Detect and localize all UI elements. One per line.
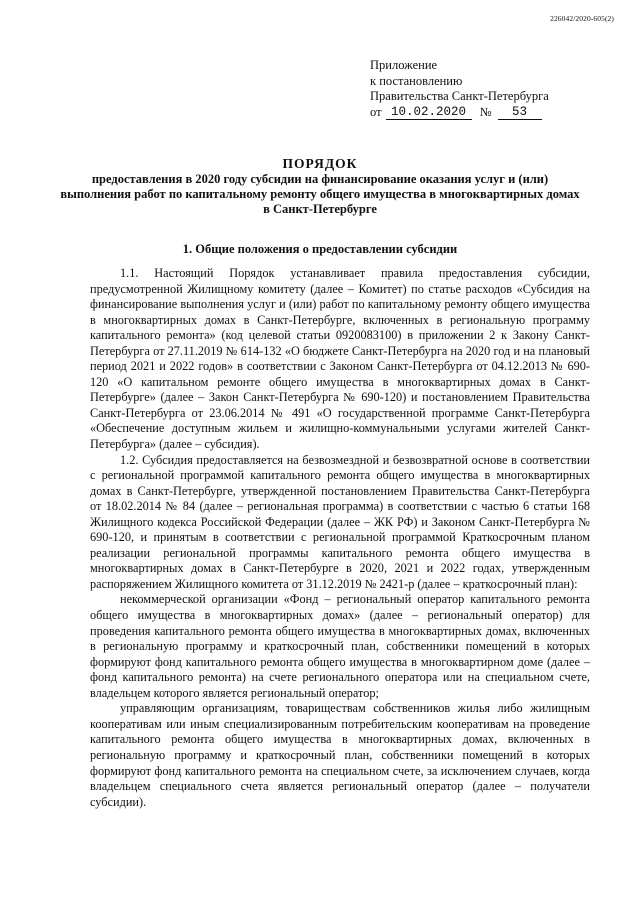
paragraph-recipient-management-companies: управляющим организациям, товариществам собственников жилья либо жилищным кооперативам или иным специализированным потребительским кооперативам на проведение капитального ремонта общего имущества в многоквартирных домах, включенных в региональную программу и краткосрочный план, собственники помещений в которых формируют фонд капитального ремонта на специальном счете, за исключением случаев, когда владельцем специального счета является региональный оператор (далее – получатели субсидии). bbox=[90, 701, 590, 809]
appendix-number: 53 bbox=[498, 106, 542, 120]
document-body bbox=[90, 266, 590, 810]
number-prefix: № bbox=[479, 104, 492, 119]
appendix-block bbox=[370, 58, 549, 120]
paragraph-1-1: 1.1. Настоящий Порядок устанавливает правила предоставления субсидии, предусмотренной Жилищному комитету (далее – Комитет) по статье расходов «Субсидия на финансирование выполнения услуг и (или) работ по капитальному ремонту общего имущества в многоквартирных домах в Санкт-Петербурге, включенных в региональную программу капитального ремонта» (код целевой статьи 0920083100) в приложении 2 к Закону Санкт-Петербурга от 27.11.2019 № 614-132 «О бюджете Санкт-Петербурга на 2020 год и на плановый период 2021 и 2022 годов» в соответствии с Законом Санкт-Петербурга от 04.12.2013 № 690-120 «О капитальном ремонте общего имущества в многоквартирных домах в Санкт-Петербурге» (далее – Закон Санкт-Петербурга № 690-120) и постановлением Правительства Санкт-Петербурга от 23.06.2014 № 491 «О государственной программе Санкт-Петербурга «Обеспечение доступным жильем и жилищно-коммунальными услугами жителей Санкт-Петербурга» (далее – субсидия). bbox=[90, 266, 590, 452]
appendix-date: 10.02.2020 bbox=[386, 106, 472, 120]
appendix-date-line bbox=[370, 105, 549, 121]
document-code: 226042/2020-605(2) bbox=[550, 14, 614, 23]
document-heading: ПОРЯДОК bbox=[282, 156, 358, 171]
appendix-line-1: Приложение bbox=[370, 58, 438, 72]
section-title: 1. Общие положения о предоставлении субсидии bbox=[182, 242, 458, 256]
paragraph-1-2: 1.2. Субсидия предоставляется на безвозмездной и безвозвратной основе в соответствии с региональной программой капитального ремонта общего имущества в многоквартирных домах в Санкт-Петербурге, утвержденной постановлением Правительства Санкт-Петербурга от 18.02.2014 № 84 (далее – региональная программа) в соответствии с частью 6 статьи 168 Жилищного кодекса Российской Федерации (далее – ЖК РФ) и Законом Санкт-Петербурга № 690-120, и принятым в соответствии с региональной программой Краткосрочным планом реализации региональной программы капитального ремонта общего имущества в многоквартирных домах в Санкт-Петербурге в 2020, 2021 и 2022 годах, утвержденным распоряжением Жилищного комитета от 31.12.2019 № 2421-р (далее – краткосрочный план): bbox=[90, 452, 590, 591]
appendix-line-2: к постановлению bbox=[370, 73, 463, 88]
document-subtitle: предоставления в 2020 году субсидии на финансирование оказания услуг и (или) выполнения работ по капитальному ремонту общего имущества в многоквартирных домах в Санкт-Петербурге bbox=[60, 172, 580, 216]
date-prefix: от bbox=[370, 104, 382, 119]
appendix-line-3: Правительства Санкт-Петербурга bbox=[370, 89, 549, 103]
paragraph-recipient-regional-operator: некоммерческой организации «Фонд – региональный оператор капитального ремонта общего имущества в многоквартирных домах» (далее – региональный оператор) для проведения капитального ремонта общего имущества в многоквартирных домах, включенных в региональную программу и краткосрочный план, собственники помещений в которых формируют фонд капитального ремонта общего имущества в многоквартирном доме (далее – фонд капитального ремонта) на счете регионального оператора или на специальном счете, владельцем которого является региональный оператор; bbox=[90, 592, 590, 700]
